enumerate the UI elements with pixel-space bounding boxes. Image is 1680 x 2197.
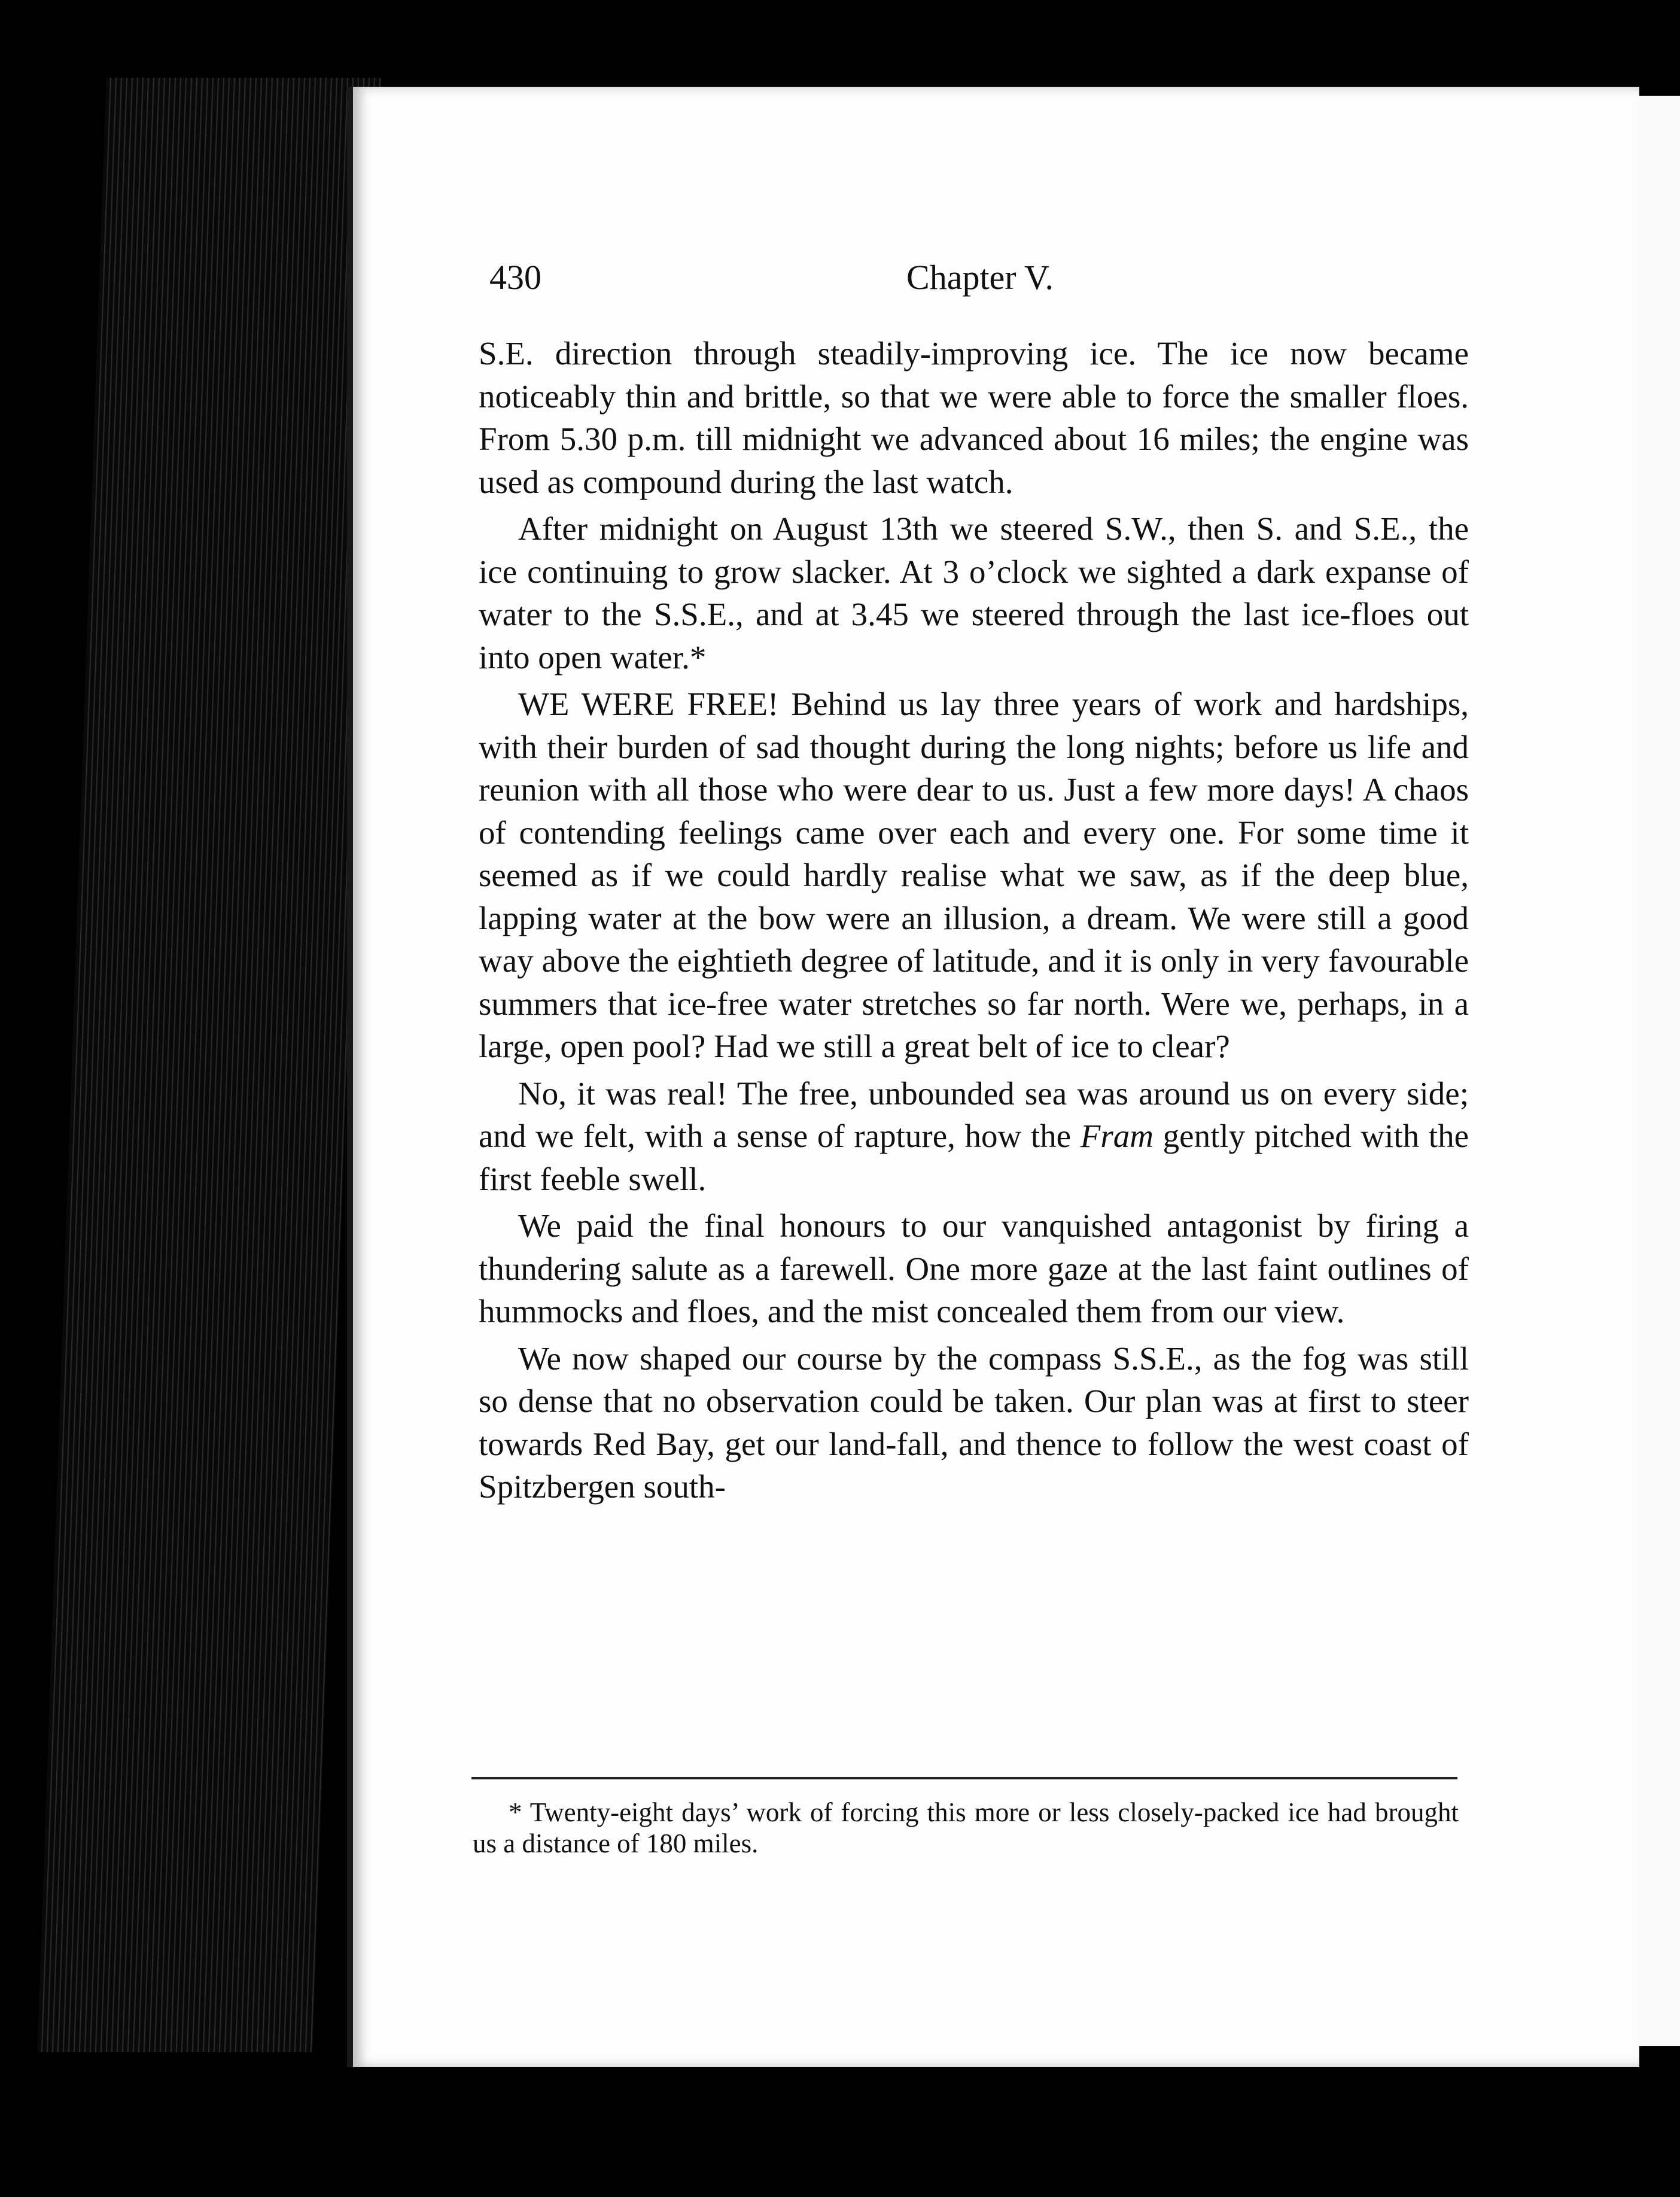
paragraph-4-start: No, it was real! The free, unbounded sea was around us on every side; and we felt, with a sense of rapture, how the <box>479 1075 1469 1154</box>
footnote-rule <box>471 1777 1457 1779</box>
running-head: Chapter V. <box>906 258 1054 297</box>
footnote <box>473 1797 1459 1859</box>
paragraph-1: S.E. direction through steadily-improving ice. The ice now became noticeably thin and brittle, so that we were able to force the smaller floes. From 5.30 p.m. till midnight we advanced about 16 miles; the engine was used as compound during the last watch. <box>479 335 1469 500</box>
page-number: 430 <box>489 258 541 297</box>
footnote-text: * Twenty-eight days’ work of forcing this more or less closely-packed ice had brought us a distance of 180 miles. <box>473 1797 1459 1858</box>
paragraph-2: After midnight on August 13th we steered S.W., then S. and S.E., the ice continuing to grow slacker. At 3 o’clock we sighted a dark expanse of water to the S.S.E., and at 3.45 we steered through the last ice-floes out into open water.* <box>479 510 1469 675</box>
paragraph-4 <box>479 1072 1469 1201</box>
page-edges <box>37 78 381 2052</box>
body-text <box>479 332 1469 1513</box>
page-header <box>489 257 1471 305</box>
paragraph-3: WE WERE FREE! Behind us lay three years of work and hardships, with their burden of sad thought during the long nights; before us life and reunion with all those who were dear to us. Just a few more days! A chaos of contending feelings came over each and every one. For some time it seemed as if we could hardly realise what we saw, as if the deep blue, lapping water at the bow were an illusion, a dream. We were still a good way above the eightieth degree of latitude, and it is only in very favourable summers that ice-free water stretches so far north. Were we, perhaps, in a large, open pool? Had we still a great belt of ice to clear? <box>479 686 1469 1064</box>
paragraph-4-end: gently pitched with the first feeble swell. <box>479 1118 1469 1197</box>
paragraph-5: We paid the final honours to our vanquished antagonist by firing a thundering salute as a farewell. One more gaze at the last faint outlines of hummocks and floes, and the mist concealed them from our view. <box>479 1207 1469 1329</box>
paragraph-6: We now shaped our course by the compass S.S.E., as the fog was still so dense that no observation could be taken. Our plan was at first to steer towards Red Bay, get our land-fall, and thence to follow the west coast of Spitzbergen south- <box>479 1340 1469 1505</box>
ship-name: Fram <box>1080 1118 1154 1154</box>
facing-page-edge <box>1632 96 1680 2046</box>
